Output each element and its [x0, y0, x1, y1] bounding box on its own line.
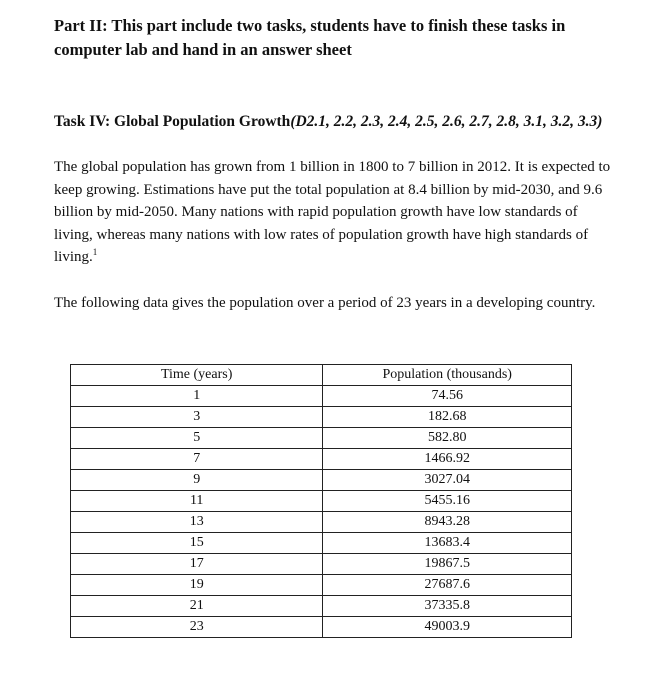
table-row — [71, 575, 572, 596]
table-row — [71, 512, 572, 533]
population-cell: 8943.28 — [323, 512, 572, 533]
footnote-marker: 1 — [92, 247, 98, 258]
time-cell: 19 — [71, 575, 323, 596]
population-cell: 37335.8 — [323, 596, 572, 617]
time-cell: 13 — [71, 512, 323, 533]
time-cell: 11 — [71, 491, 323, 512]
population-table — [70, 364, 572, 638]
table-header-row — [71, 365, 572, 386]
task-title-text: Task IV: Global Population Growth — [54, 113, 291, 130]
population-cell: 19867.5 — [323, 554, 572, 575]
table-row — [71, 386, 572, 407]
table-row — [71, 449, 572, 470]
time-cell: 3 — [71, 407, 323, 428]
table-row — [71, 596, 572, 617]
part-title: Part II: This part include two tasks, students have to finish these tasks in computer lab and hand in an answer sheet — [54, 16, 566, 59]
population-cell: 13683.4 — [323, 533, 572, 554]
body-paragraph — [54, 156, 614, 269]
task-references: (D2.1, 2.2, 2.3, 2.4, 2.5, 2.6, 2.7, 2.8, 3.1, 3.2, 3.3) — [290, 113, 603, 130]
time-cell: 21 — [71, 596, 323, 617]
document-page — [54, 14, 614, 313]
time-cell: 23 — [71, 617, 323, 638]
table-row — [71, 428, 572, 449]
time-cell: 1 — [71, 386, 323, 407]
header-population: Population (thousands) — [323, 365, 572, 386]
table-row — [71, 554, 572, 575]
table-intro: The following data gives the population over a period of 23 years in a developing country. — [54, 294, 596, 311]
population-cell: 582.80 — [323, 428, 572, 449]
population-cell: 5455.16 — [323, 491, 572, 512]
population-cell: 74.56 — [323, 386, 572, 407]
table-row — [71, 617, 572, 638]
time-cell: 17 — [71, 554, 323, 575]
population-cell: 3027.04 — [323, 470, 572, 491]
task-title — [54, 109, 614, 134]
table-row — [71, 533, 572, 554]
population-cell: 27687.6 — [323, 575, 572, 596]
table-row — [71, 491, 572, 512]
population-cell: 1466.92 — [323, 449, 572, 470]
body-paragraph-text: The global population has grown from 1 billion in 1800 to 7 billion in 2012. It is expected to keep growing. Estimations have put the total population at 8.4 billion by mid-2030, and 9.6 billion by mid-2050. Many nations with rapid population growth have low standards of living, whereas many nations with low rates of population growth have high standards of living. — [54, 159, 611, 266]
header-time: Time (years) — [71, 365, 323, 386]
table-row — [71, 407, 572, 428]
time-cell: 5 — [71, 428, 323, 449]
time-cell: 7 — [71, 449, 323, 470]
table-row — [71, 470, 572, 491]
population-cell: 182.68 — [323, 407, 572, 428]
time-cell: 9 — [71, 470, 323, 491]
time-cell: 15 — [71, 533, 323, 554]
population-cell: 49003.9 — [323, 617, 572, 638]
